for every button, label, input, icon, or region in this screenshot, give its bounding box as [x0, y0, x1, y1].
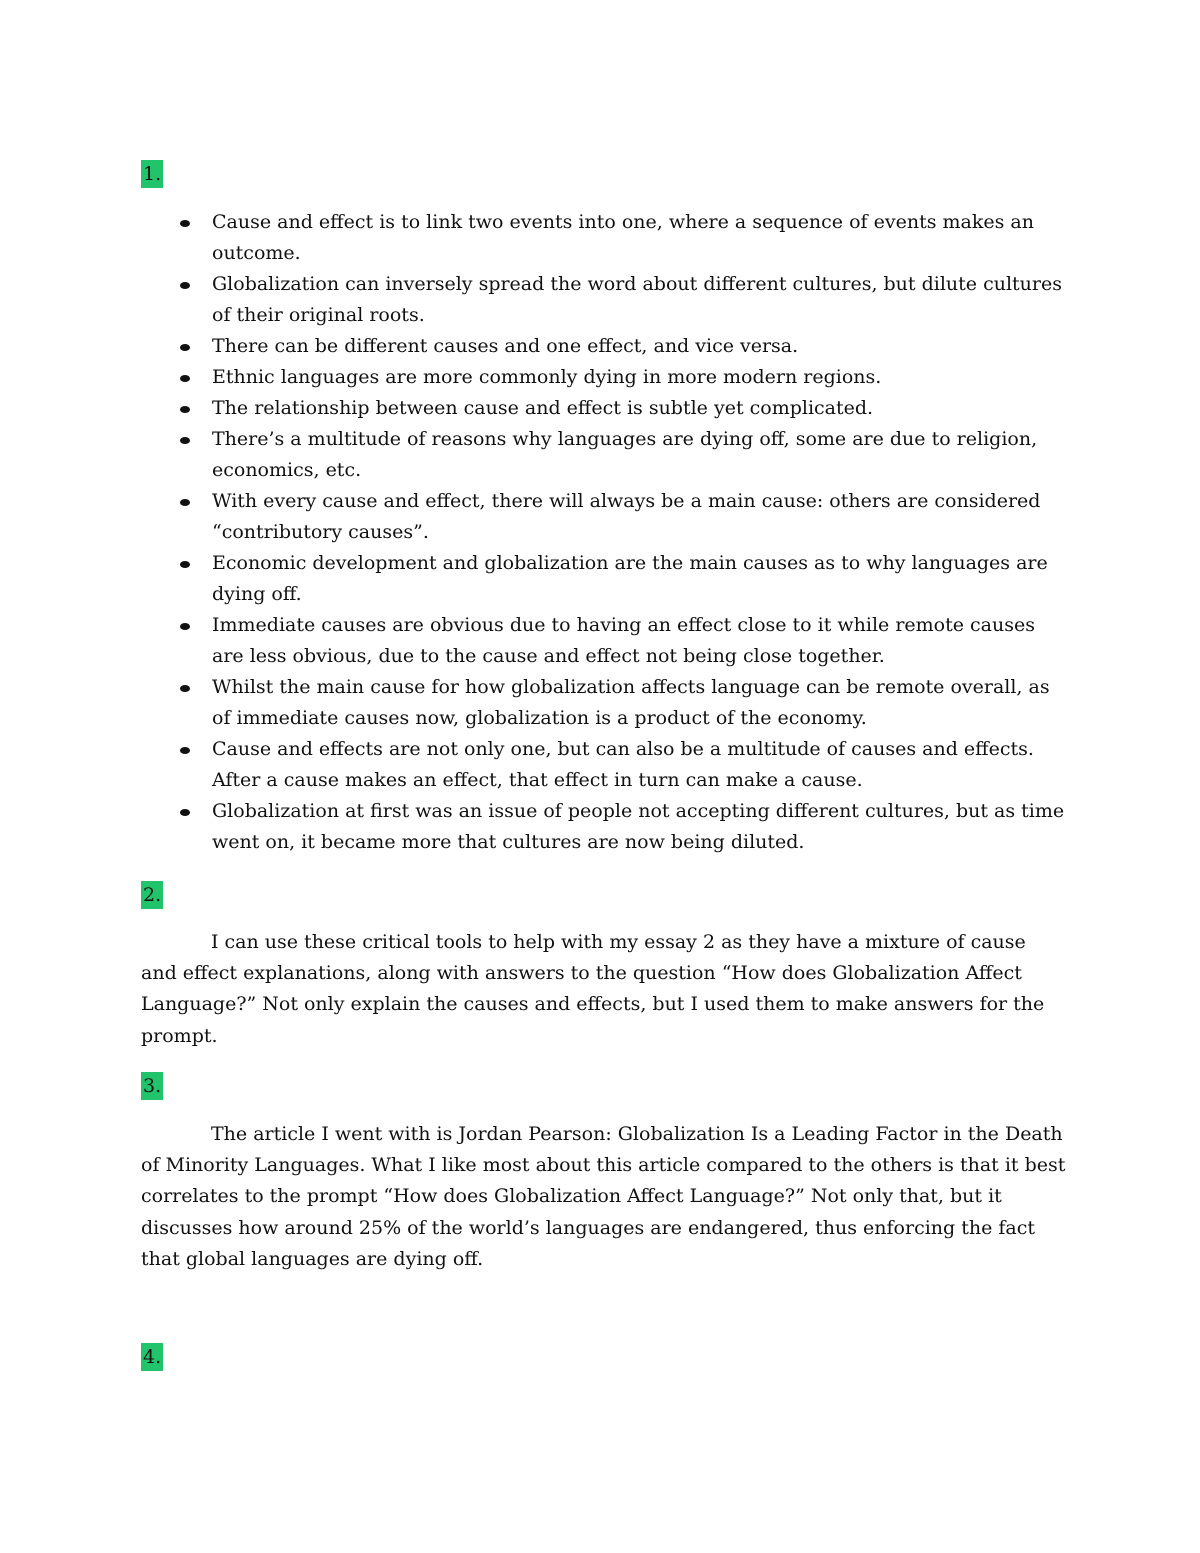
bullet-icon [180, 220, 190, 227]
bullet-list [179, 207, 1069, 858]
list-item-text: Cause and effect is to link two events into one, where a sequence of events makes an outcome. [212, 211, 1034, 264]
list-item [179, 424, 1069, 486]
section-number-3: 3. [141, 1072, 163, 1100]
bullet-icon [180, 685, 190, 692]
bullet-icon [180, 499, 190, 506]
section-number-2: 2. [141, 881, 163, 909]
list-item-text: Cause and effects are not only one, but can also be a multitude of causes and effects. After a cause makes an effect, that effect in turn can make a cause. [212, 738, 1034, 791]
list-item-text: With every cause and effect, there will always be a main cause: others are considered “contributory causes”. [212, 490, 1041, 543]
list-item [179, 672, 1069, 734]
bullet-icon [180, 282, 190, 289]
list-item [179, 548, 1069, 610]
list-item [179, 207, 1069, 269]
list-item [179, 610, 1069, 672]
section-number-1: 1. [141, 160, 163, 188]
list-item-text: Whilst the main cause for how globalization affects language can be remote overall, as of immediate causes now, globalization is a product of the economy. [212, 676, 1050, 729]
list-item [179, 362, 1069, 393]
bullet-icon [180, 437, 190, 444]
list-item [179, 269, 1069, 331]
bullet-icon [180, 344, 190, 351]
list-item [179, 486, 1069, 548]
list-item [179, 796, 1069, 858]
list-item-text: There’s a multitude of reasons why languages are dying off, some are due to religion, economics, etc. [212, 428, 1038, 481]
bullet-icon [180, 623, 190, 630]
list-item-text: Globalization at first was an issue of people not accepting different cultures, but as time went on, it became more that cultures are now being diluted. [212, 800, 1065, 853]
bullet-icon [180, 561, 190, 568]
list-item-text: Immediate causes are obvious due to having an effect close to it while remote causes are less obvious, due to the cause and effect not being close together. [212, 614, 1035, 667]
paragraph-section-3: The article I went with is Jordan Pearson: Globalization Is a Leading Factor in the Death of Minority Languages. What I like most about this article compared to the others is that it best correlates to the prompt “How does Globalization Affect Language?” Not only that, but it discusses how around 25% of the world’s languages are endangered, thus enforcing the fact that global languages are dying off. [141, 1123, 1066, 1270]
list-item-text: Ethnic languages are more commonly dying in more modern regions. [212, 366, 882, 388]
section-number-4: 4. [141, 1343, 163, 1371]
list-item [179, 331, 1069, 362]
list-item-text: There can be different causes and one effect, and vice versa. [212, 335, 799, 357]
list-item-text: Globalization can inversely spread the word about different cultures, but dilute cultures of their original roots. [212, 273, 1062, 326]
list-item [179, 734, 1069, 796]
bullet-icon [180, 375, 190, 382]
list-item [179, 393, 1069, 424]
bullet-icon [180, 406, 190, 413]
list-item-text: The relationship between cause and effect is subtle yet complicated. [212, 397, 874, 419]
bullet-icon [180, 747, 190, 754]
bullet-icon [180, 809, 190, 816]
list-item-text: Economic development and globalization are the main causes as to why languages are dying off. [212, 552, 1048, 605]
paragraph-section-2: I can use these critical tools to help with my essay 2 as they have a mixture of cause and effect explanations, along with answers to the question “How does Globalization Affect Language?” Not only explain the causes and effects, but I used them to make answers for the prompt. [141, 931, 1045, 1047]
